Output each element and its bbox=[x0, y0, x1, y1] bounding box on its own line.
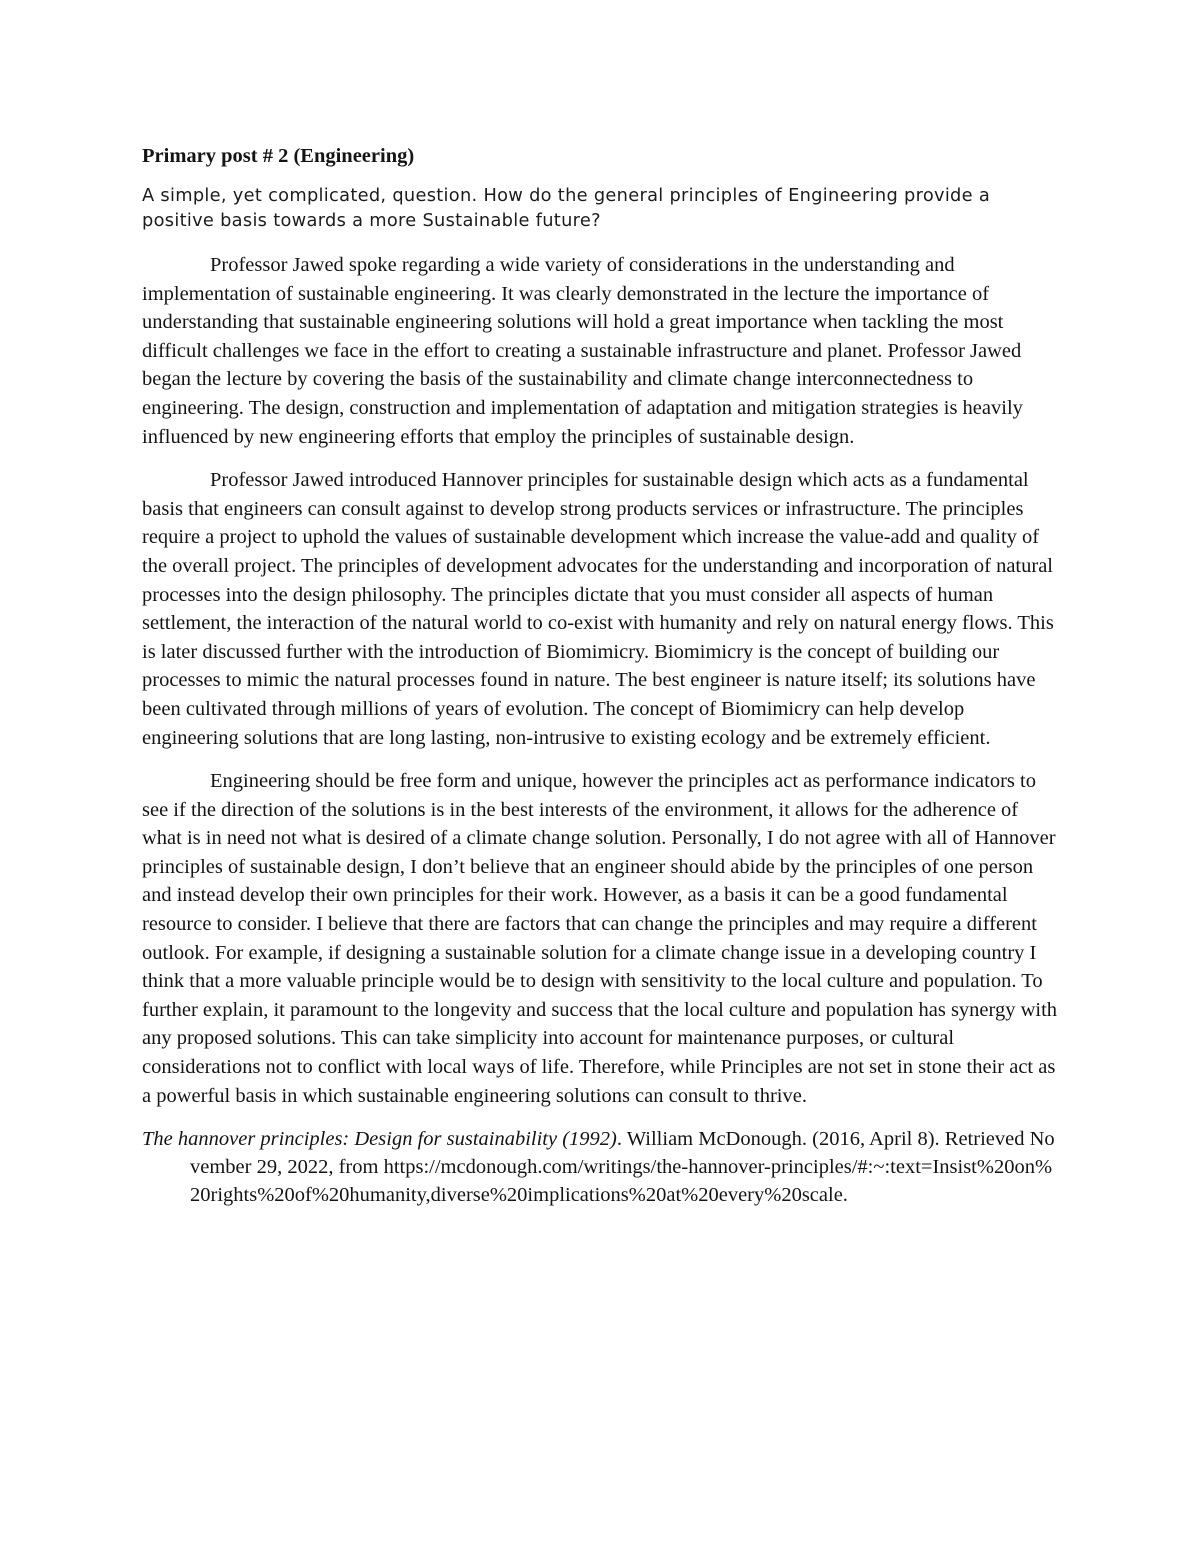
document-title: Primary post # 2 (Engineering) bbox=[142, 145, 415, 167]
body-paragraph-2: Professor Jawed introduced Hannover principles for sustainable design which acts as a fundamental basis that engineers can consult against to develop strong products services or infrastructure. The principles require a project to uphold the values of sustainable development which increase the value-add and quality of the overall project. The principles of development advocates for the understanding and incorporation of natural processes into the design philosophy. The principles dictate that you must consider all aspects of human settlement, the interaction of the natural world to co-exist with humanity and rely on natural energy flows. This is later discussed further with the introduction of Biomimicry. Biomimicry is the concept of building our processes to mimic the natural processes found in nature. The best engineer is nature itself; its solutions have been cultivated through millions of years of evolution. The concept of Biomimicry can help develop engineering solutions that are long lasting, non-intrusive to existing ecology and be extremely efficient. bbox=[142, 469, 1054, 749]
body-paragraph-1: Professor Jawed spoke regarding a wide variety of considerations in the understanding and implementation of sustainable engineering. It was clearly demonstrated in the lecture the importance of understanding that sustainable engineering solutions will hold a great importance when tackling the most difficult challenges we face in the effort to creating a sustainable infrastructure and planet. Professor Jawed began the lecture by covering the basis of the sustainability and climate change interconnectedness to engineering. The design, construction and implementation of adaptation and mitigation strategies is heavily influenced by new engineering efforts that employ the principles of sustainable design. bbox=[142, 254, 1023, 448]
document-page bbox=[142, 142, 1060, 1209]
reference-title: The hannover principles: Design for sustainability (1992) bbox=[142, 1128, 617, 1151]
document-subtitle: A simple, yet complicated, question. How do the general principles of Engineering provide a positive basis towards a more Sustainable future? bbox=[142, 185, 991, 231]
reference-entry bbox=[142, 1125, 1060, 1209]
reference-details: . William McDonough. (2016, April 8). Retrieved November 29, 2022, from https://mcdonough.com/writings/the-hannover-principles/#:~:text=Insist%20on%20rights%20of%20humanity,diverse%20implications%20at%20every%20scale. bbox=[190, 1128, 1055, 1207]
body-paragraph-3: Engineering should be free form and unique, however the principles act as performance indicators to see if the direction of the solutions is in the best interests of the environment, it allows for the adherence of what is in need not what is desired of a climate change solution. Personally, I do not agree with all of Hannover principles of sustainable design, I don’t believe that an engineer should abide by the principles of one person and instead develop their own principles for their work. However, as a basis it can be a good fundamental resource to consider. I believe that there are factors that can change the principles and may require a different outlook. For example, if designing a sustainable solution for a climate change issue in a developing country I think that a more valuable principle would be to design with sensitivity to the local culture and population. To further explain, it paramount to the longevity and success that the local culture and population has synergy with any proposed solutions. This can take simplicity into account for maintenance purposes, or cultural considerations not to conflict with local ways of life. Therefore, while Principles are not set in stone their act as a powerful basis in which sustainable engineering solutions can consult to thrive. bbox=[142, 770, 1058, 1107]
